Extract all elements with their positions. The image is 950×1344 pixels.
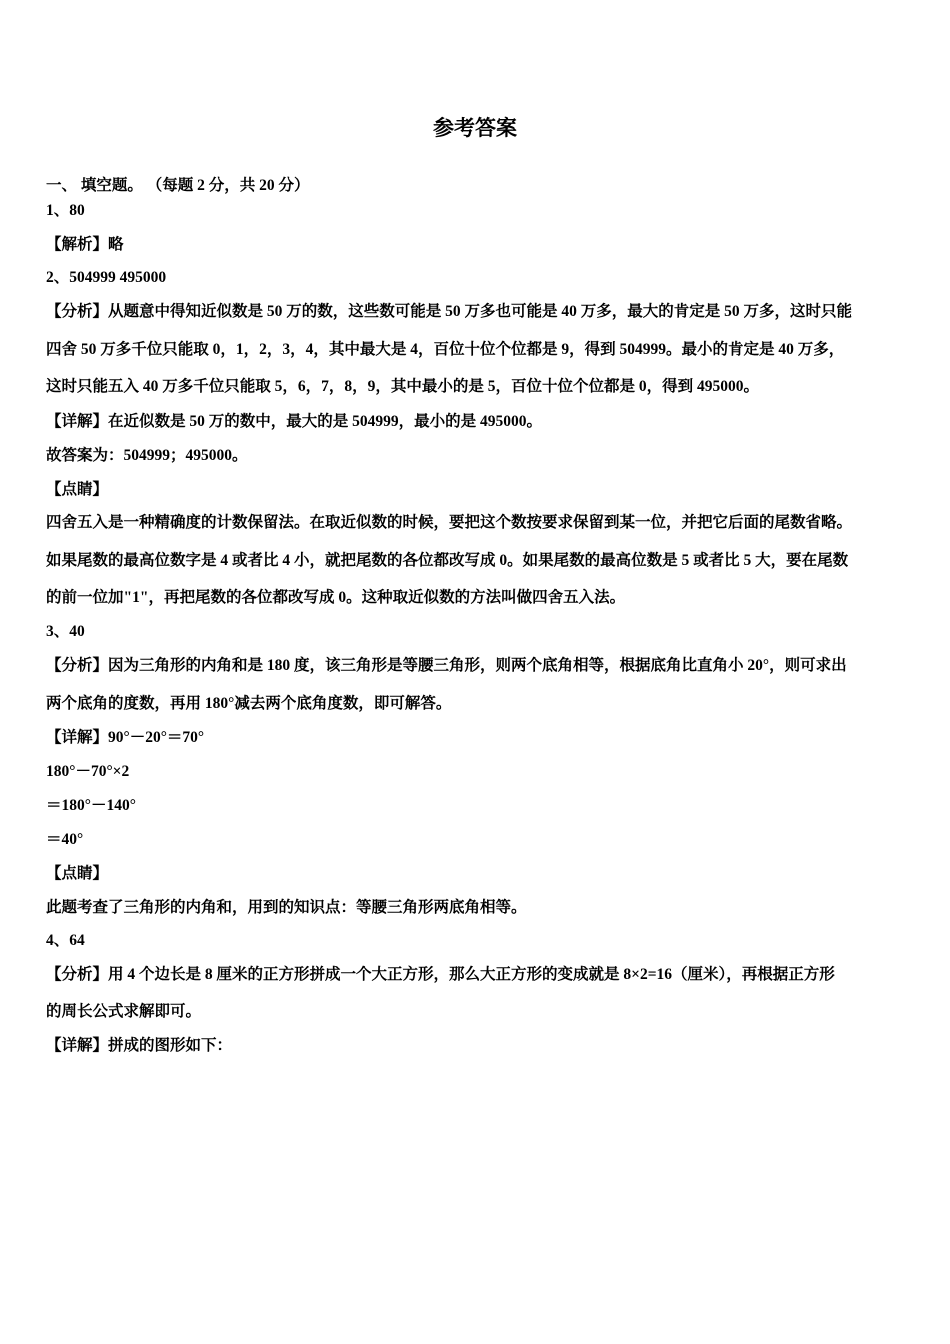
text-line: 3、40 xyxy=(46,623,85,640)
text-line: 【详解】拼成的图形如下： xyxy=(46,1037,233,1054)
text-line: 的周长公式求解即可。 xyxy=(46,1003,202,1020)
text-line: 的前一位加"1"，再把尾数的各位都改写成 0。这种取近似数的方法叫做四舍五入法。 xyxy=(46,589,626,606)
text-line: 四舍五入是一种精确度的计数保留法。在取近似数的时候，要把这个数按要求保留到某一位，并把它后面的尾数省略。 xyxy=(46,514,853,531)
text-line: 【点睛】 xyxy=(46,481,109,498)
text-line: ＝40° xyxy=(46,831,84,848)
text-line: 【点睛】 xyxy=(46,865,109,882)
text-line: 【详解】90°－20°＝70° xyxy=(46,729,205,746)
text-line: 【分析】因为三角形的内角和是 180 度，该三角形是等腰三角形，则两个底角相等，根据底角比直角小 20°，则可求出 xyxy=(46,657,847,674)
text-line: 此题考查了三角形的内角和，用到的知识点：等腰三角形两底角相等。 xyxy=(46,899,527,916)
text-line: 【分析】用 4 个边长是 8 厘米的正方形拼成一个大正方形，那么大正方形的变成就是 8×2=16（厘米），再根据正方形 xyxy=(46,966,835,983)
text-line: 两个底角的度数，再用 180°减去两个底角度数，即可解答。 xyxy=(46,695,452,712)
page-title: 参考答案 xyxy=(433,116,517,140)
text-line: 四舍 50 万多千位只能取 0，1，2，3，4，其中最大是 4，百位十位个位都是 9，得到 504999。最小的肯定是 40 万多， xyxy=(46,341,845,358)
text-line: ＝180°－140° xyxy=(46,797,136,814)
text-line: 如果尾数的最高位数字是 4 或者比 4 小，就把尾数的各位都改写成 0。如果尾数的最高位数是 5 或者比 5 大，要在尾数 xyxy=(46,552,849,569)
text-line: 一、 填空题。 （每题 2 分，共 20 分） xyxy=(46,177,310,194)
text-line: 故答案为：504999；495000。 xyxy=(46,447,248,464)
text-line: 【解析】略 xyxy=(46,236,124,253)
text-line: 180°－70°×2 xyxy=(46,763,130,780)
text-line: 2、504999 495000 xyxy=(46,269,167,286)
text-line: 【分析】从题意中得知近似数是 50 万的数，这些数可能是 50 万多也可能是 40 万多，最大的肯定是 50 万多，这时只能 xyxy=(46,303,853,320)
text-line: 这时只能五入 40 万多千位只能取 5，6，7，8，9，其中最小的是 5，百位十位个位都是 0，得到 495000。 xyxy=(46,378,760,395)
text-line: 【详解】在近似数是 50 万的数中，最大的是 504999，最小的是 495000。 xyxy=(46,413,543,430)
text-line: 4、64 xyxy=(46,932,85,949)
text-line: 1、80 xyxy=(46,202,85,219)
